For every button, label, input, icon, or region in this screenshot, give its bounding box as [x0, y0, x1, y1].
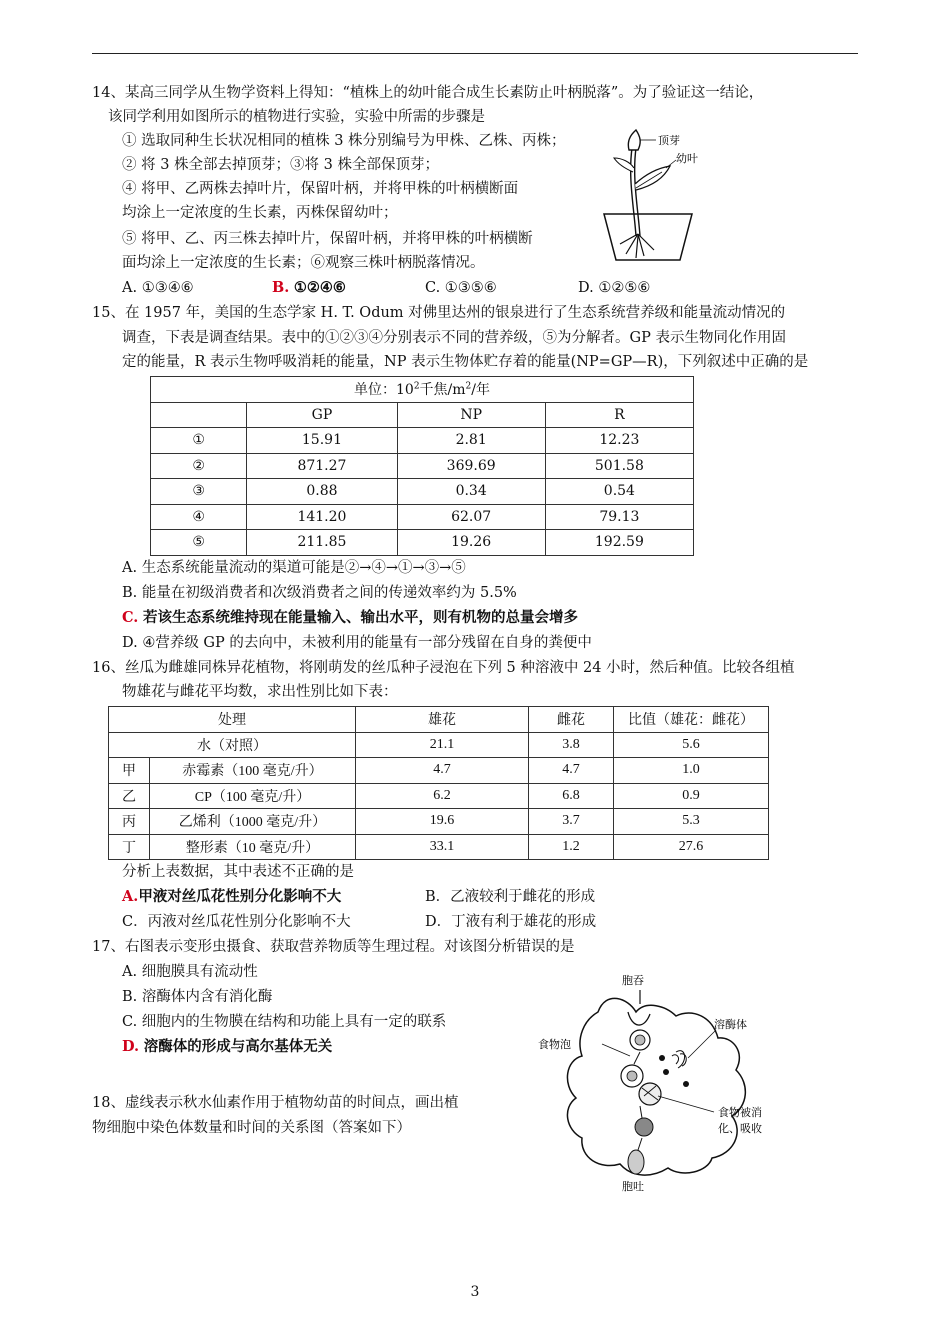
q15-header-r: R — [545, 402, 693, 428]
label-young-leaf: 幼叶 — [676, 152, 698, 165]
q15-stem-line2: 调查，下表是调查结果。表中的①②③④分别表示不同的营养级，⑤为分解者。GP 表示生物同化作用固 — [122, 330, 786, 346]
q16-stem-line2: 物雄花与雌花平均数，求出性别比如下表： — [122, 684, 398, 700]
q16-header-row: 处理 雄花 雌花 比值（雄花：雌花） — [109, 707, 769, 733]
q14-step4-cont: 均涂上一定浓度的生长素，丙株保留幼叶； — [122, 205, 398, 221]
table-row: 丙 乙烯利（1000 毫克/升） 19.6 3.7 5.3 — [109, 809, 769, 835]
q16-option-a-text: 甲液对丝瓜花性别分化影响不大 — [138, 888, 342, 905]
header-rule — [92, 53, 858, 54]
amoeba-figure — [536, 972, 786, 1202]
q14-step5-cont: 面均涂上一定浓度的生长素；⑥观察三株叶柄脱落情况。 — [122, 255, 485, 271]
q14-option-a: A. ①③④⑥ — [122, 280, 194, 296]
q16-option-c: C．丙液对丝瓜花性别分化影响不大 — [122, 914, 351, 930]
q14-answer-letter: B. — [272, 279, 290, 296]
q15-stem-line3: 定的能量，R 表示生物呼吸消耗的能量，NP 表示生物体贮存着的能量(NP=GP—R)，下列叙述中正确的是 — [122, 354, 809, 370]
q16-analysis: 分析上表数据，其中表述不正确的是 — [122, 864, 354, 880]
table-row: ⑤ 211.85 19.26 192.59 — [151, 530, 694, 556]
q14-step5: ⑤ 将甲、乙、丙三株去掉叶片，保留叶柄，并将甲株的叶柄横断 — [122, 231, 533, 247]
q18-line2: 物细胞中染色体数量和时间的关系图（答案如下） — [92, 1120, 411, 1136]
q14-step1: ① 选取同种生长状况相同的植株 3 株分别编号为甲株、乙株、丙株； — [122, 133, 566, 149]
table-row: 乙 CP（100 毫克/升） 6.2 6.8 0.9 — [109, 783, 769, 809]
table-row: ③ 0.88 0.34 0.54 — [151, 479, 694, 505]
page-number: 3 — [470, 1284, 480, 1300]
table-row: 甲 赤霉素（100 毫克/升） 4.7 4.7 1.0 — [109, 758, 769, 784]
q16-option-b: B．乙液较利于雌花的形成 — [425, 889, 596, 905]
q17-option-a: A. 细胞膜具有流动性 — [122, 964, 258, 980]
q15-energy-table — [150, 376, 694, 556]
q16-option-d: D．丁液有利于雄花的形成 — [425, 914, 597, 930]
q18-line1: 18、虚线表示秋水仙素作用于植物幼苗的时间点，画出植 — [92, 1095, 459, 1111]
label-phagocytosis: 胞吞 — [622, 974, 644, 987]
q16-option-a — [122, 886, 341, 908]
table-row: ② 871.27 369.69 501.58 — [151, 453, 694, 479]
q17-stem: 17、右图表示变形虫摄食、获取营养物质等生理过程。对该图分析错误的是 — [92, 939, 575, 955]
q15-option-c — [122, 607, 578, 629]
q15-stem-line1: 15、在 1957 年，美国的生态学家 H. T. Odum 对佛里达州的银泉进行了生态系统营养级和能量流动情况的 — [92, 305, 786, 321]
q16-answer-letter: A. — [122, 888, 139, 905]
q14-stem-line2: 该同学利用如图所示的植物进行实验，实验中所需的步骤是 — [108, 109, 485, 125]
q17-option-d — [122, 1036, 332, 1058]
label-lysosome: 溶酶体 — [714, 1018, 747, 1031]
q17-option-b: B. 溶酶体内含有消化酶 — [122, 989, 273, 1005]
table-row: 水（对照） 21.1 3.8 5.6 — [109, 732, 769, 758]
label-exocytosis: 胞吐 — [622, 1180, 644, 1193]
q14-option-d: D. ①②⑤⑥ — [578, 280, 651, 296]
q17-answer-letter: D. — [122, 1038, 140, 1055]
q14-step4: ④ 将甲、乙两株去掉叶片，保留叶柄，并将甲株的叶柄横断面 — [122, 181, 519, 197]
plant-figure — [596, 128, 706, 268]
table-row: ① 15.91 2.81 12.23 — [151, 428, 694, 454]
q15-header-np: NP — [397, 402, 545, 428]
label-food-vacuole: 食物泡 — [538, 1038, 571, 1051]
label-bud: 顶芽 — [658, 134, 680, 147]
label-digestion-1: 食物被消 — [718, 1106, 762, 1119]
q14-step2: ② 将 3 株全部去掉顶芽；③将 3 株全部保顶芽； — [122, 157, 439, 173]
q14-option-b-text: ①②④⑥ — [293, 279, 346, 296]
q16-sex-ratio-table — [108, 706, 769, 860]
table-row: 丁 整形素（10 毫克/升） 33.1 1.2 27.6 — [109, 834, 769, 860]
table-row: ④ 141.20 62.07 79.13 — [151, 504, 694, 530]
q15-option-a: A. 生态系统能量流动的渠道可能是②→④→①→③→⑤ — [122, 560, 466, 576]
q15-option-c-text: 若该生态系统维持现在能量输入、输出水平，则有机物的总量会增多 — [142, 609, 578, 626]
q15-table-unit: 单位：$10^2$千焦$/m^2/$年 — [151, 377, 694, 403]
q17-option-d-text: 溶酶体的形成与高尔基体无关 — [143, 1038, 333, 1055]
q15-header-row — [151, 402, 694, 428]
q14-option-b — [272, 277, 346, 299]
q15-option-b: B. 能量在初级消费者和次级消费者之间的传递效率约为 5.5% — [122, 585, 517, 601]
q14-stem-line1: 14、某高三同学从生物学资料上得知：“植株上的幼叶能合成生长素防止叶柄脱落”。为了验证这一结论， — [92, 85, 764, 101]
q14-option-c: C. ①③⑤⑥ — [425, 280, 497, 296]
q15-answer-letter: C. — [122, 609, 139, 626]
q15-header-gp: GP — [247, 402, 397, 428]
q16-stem-line1: 16、丝瓜为雌雄同株异花植物，将刚萌发的丝瓜种子浸泡在下列 5 种溶液中 24 小时，然后种值。比较各组植 — [92, 660, 795, 676]
q15-option-d: D. ④营养级 GP 的去向中，未被利用的能量有一部分残留在自身的粪便中 — [122, 635, 592, 651]
label-digestion-2: 化、吸收 — [718, 1122, 762, 1135]
q17-option-c: C. 细胞内的生物膜在结构和功能上具有一定的联系 — [122, 1014, 447, 1030]
